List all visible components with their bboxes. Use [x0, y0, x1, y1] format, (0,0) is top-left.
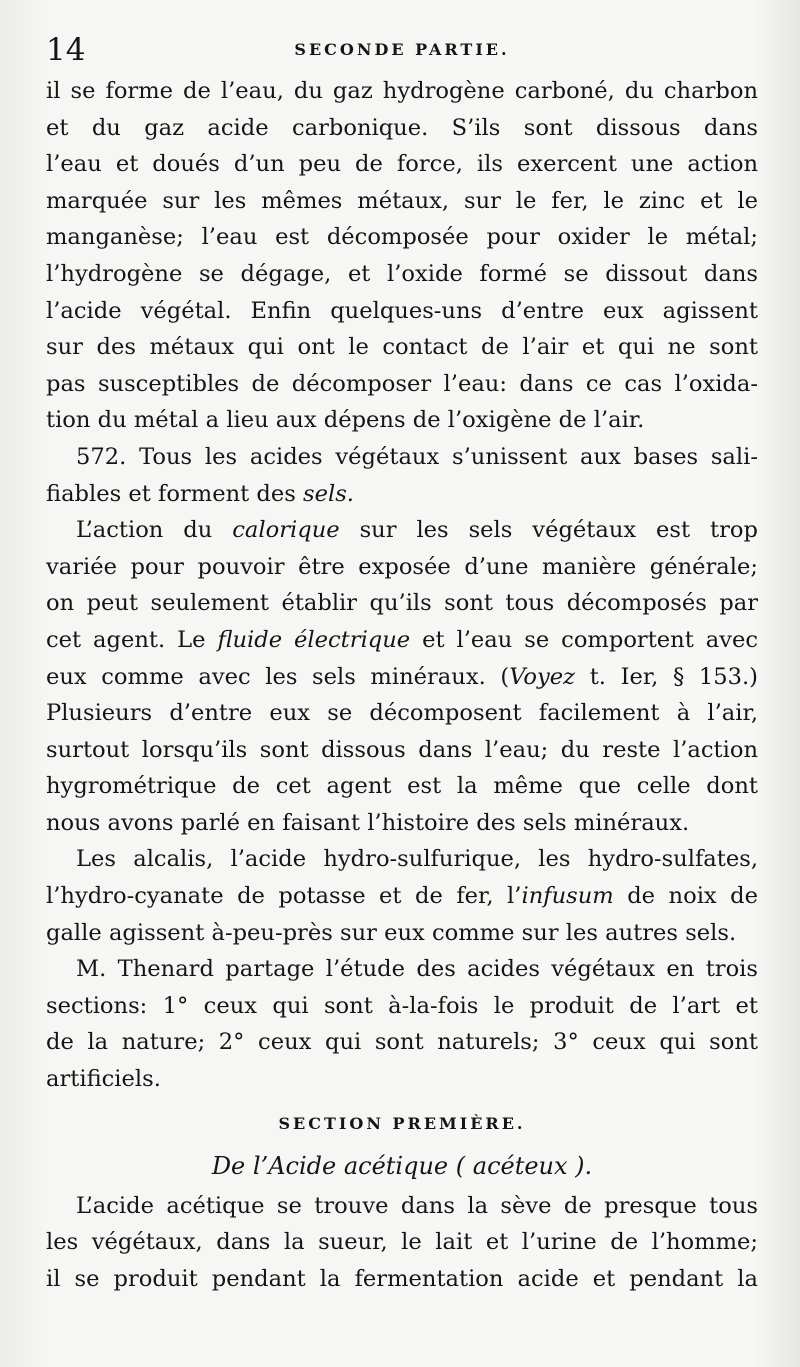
paragraph-572-line: fiables et forment des sels.	[46, 480, 354, 507]
text-line: il se produit pendant la fermentation acide et pendant la	[46, 1265, 758, 1292]
text-line: il se forme de l’eau, du gaz hydrogène carboné, du charbon	[46, 78, 758, 104]
text-line: l’hydrogène se dégage, et l’oxide formé se dissout dans	[46, 260, 758, 287]
text-line: Les alcalis, l’acide hydro-sulfurique, les hydro-sulfates,	[76, 846, 758, 873]
text-line: pas susceptibles de décomposer l’eau: dans ce cas l’oxida-	[46, 370, 758, 397]
text-line: sections: 1° ceux qui sont à-la-fois le produit de l’art et	[46, 992, 758, 1019]
text-line: on peut seulement établir qu’ils sont tous décomposés par	[46, 590, 758, 617]
text-line: surtout lorsqu’ils sont dissous dans l’eau; du reste l’action	[46, 736, 758, 763]
section-title: SECTION PREMIÈRE.	[278, 1113, 526, 1133]
text-line: marquée sur les mêmes métaux, sur le fer, le zinc et le	[46, 187, 758, 214]
text-line: sur des métaux qui ont le contact de l’air et qui ne sont	[46, 334, 758, 361]
text-line: manganèse; l’eau est décomposée pour oxider le métal;	[46, 224, 758, 251]
text-line: cet agent. Le fluide électrique et l’eau se comportent avec	[46, 626, 758, 653]
text-line: artificiels.	[46, 1066, 161, 1093]
text-line: hygrométrique de cet agent est la même que celle dont	[46, 773, 758, 800]
text-line: de la nature; 2° ceux qui sont naturels; 3° ceux qui sont	[46, 1029, 758, 1056]
text-line: Plusieurs d’entre eux se décomposent facilement à l’air,	[46, 700, 758, 727]
text-line: variée pour pouvoir être exposée d’une manière générale;	[46, 553, 758, 580]
text-line: et du gaz acide carbonique. S’ils sont dissous dans	[46, 114, 758, 141]
page-number: 14	[46, 32, 86, 68]
text-line: galle agissent à-peu-près sur eux comme sur les autres sels.	[46, 919, 737, 946]
text-line: eux comme avec les sels minéraux. (Voyez t. Ier, § 153.)	[46, 663, 758, 690]
text-line: M. Thenard partage l’étude des acides végétaux en trois	[76, 956, 758, 983]
paragraph-572-line: 572. Tous les acides végétaux s’unissent aux bases sali-	[76, 443, 758, 470]
text-line: l’hydro-cyanate de potasse et de fer, l’infusum de noix de	[46, 883, 758, 910]
text-line: nous avons parlé en faisant l’histoire des sels minéraux.	[46, 809, 690, 836]
text-line: l’eau et doués d’un peu de force, ils exercent une action	[46, 151, 758, 178]
running-head: SECONDE PARTIE.	[294, 40, 510, 59]
subsection-title: De l’Acide acétique ( acéteux ).	[211, 1151, 593, 1180]
text-line: L’acide acétique se trouve dans la sève de presque tous	[76, 1192, 758, 1219]
text-line: les végétaux, dans la sueur, le lait et l’urine de l’homme;	[46, 1229, 758, 1256]
text-line: l’acide végétal. Enfin quelques-uns d’entre eux agissent	[46, 297, 758, 324]
text-line: L’action du calorique sur les sels végétaux est trop	[76, 517, 758, 544]
page-header	[46, 28, 758, 72]
body-text	[46, 73, 758, 1297]
text-line: tion du métal a lieu aux dépens de l’oxigène de l’air.	[46, 407, 645, 434]
